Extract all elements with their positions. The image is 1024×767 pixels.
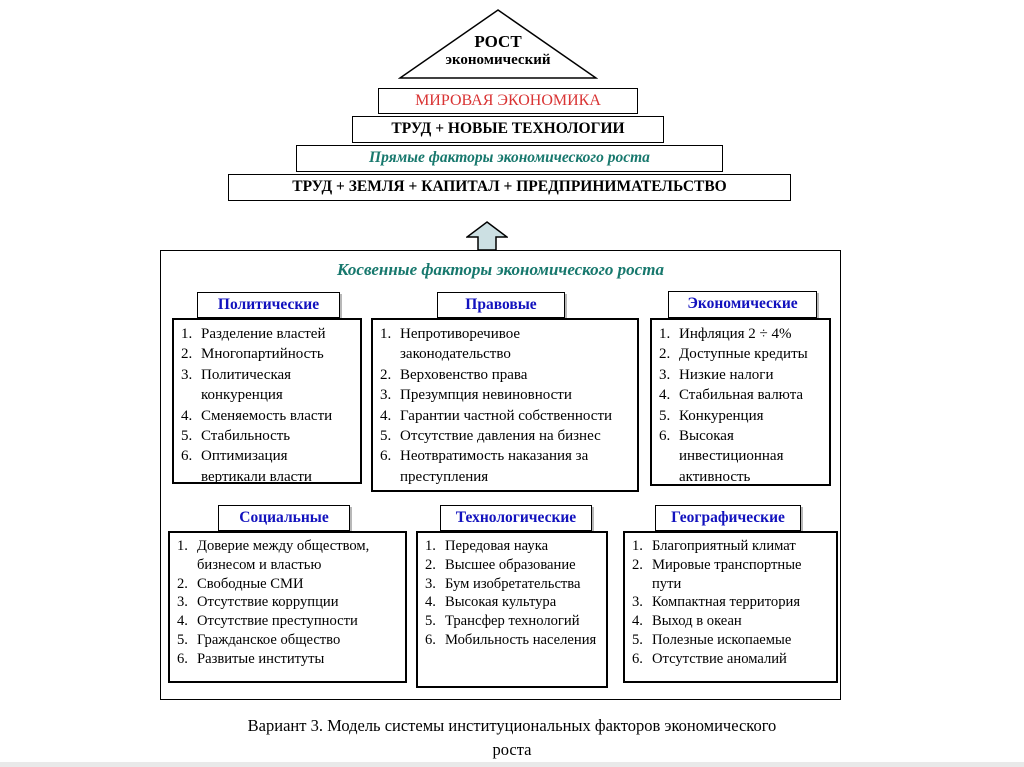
figure-caption-line1: Вариант 3. Модель системы институциональных факторов экономического <box>247 716 777 735</box>
list-item: Конкуренция <box>679 407 764 424</box>
list-item: Политическая конкуренция <box>201 366 292 404</box>
list-item: Оптимизация вертикали власти <box>201 448 312 485</box>
list-item: Бум изобретательства <box>445 575 581 592</box>
list-item: Разделение властей <box>201 326 326 342</box>
list-item: Мировые транспортные пути <box>652 556 802 592</box>
category-header-technological: Технологические <box>440 505 592 531</box>
list-item: Трансфер технологий <box>445 613 580 630</box>
category-header-political: Политические <box>197 292 340 318</box>
category-list-legal <box>371 318 639 492</box>
list-item: Отсутствие коррупции <box>197 594 339 611</box>
list-item: Передовая наука <box>445 538 549 554</box>
category-list-political <box>172 318 362 484</box>
list-item: Стабильная валюта <box>679 387 804 404</box>
list-item: Низкие налоги <box>679 366 774 383</box>
list-item: Высшее образование <box>445 556 576 573</box>
list-item: Сменяемость власти <box>201 407 333 424</box>
category-list-economic <box>650 318 831 486</box>
up-arrow-icon <box>466 221 508 251</box>
bottom-edge-strip <box>0 762 1024 767</box>
list-item: Развитые институты <box>197 650 325 667</box>
pyramid-level-world-economy: МИРОВАЯ ЭКОНОМИКА <box>378 88 638 114</box>
list-item: Благоприятный климат <box>652 538 796 554</box>
figure-caption-line2: роста <box>492 739 532 759</box>
list-item: Отсутствие аномалий <box>652 650 787 667</box>
list-item: Отсутствие давления на бизнес <box>400 427 601 444</box>
figure-caption <box>0 714 1024 762</box>
list-item: Высокая культура <box>445 594 557 611</box>
category-header-economic: Экономические <box>668 291 817 318</box>
indirect-factors-title: Косвенные факторы экономического роста <box>337 260 664 279</box>
list-item: Отсутствие преступности <box>197 613 358 630</box>
category-list-social <box>168 531 407 683</box>
category-header-legal: Правовые <box>437 292 565 318</box>
pyramid-level-labor-new-tech: ТРУД + НОВЫЕ ТЕХНОЛОГИИ <box>352 116 664 143</box>
pyramid-apex <box>398 8 598 80</box>
list-item: Гарантии частной собственности <box>400 407 613 424</box>
list-item: Компактная территория <box>652 594 801 611</box>
apex-text <box>398 8 598 80</box>
list-item: Инфляция 2 ÷ 4% <box>679 326 792 342</box>
list-item: Доступные кредиты <box>679 346 808 363</box>
list-item: Верховенство права <box>400 366 528 383</box>
list-item: Доверие между обществом, бизнесом и властью <box>197 538 370 573</box>
list-item: Гражданское общество <box>197 632 341 649</box>
list-item: Презумпция невиновности <box>400 387 572 404</box>
category-list-technological <box>416 531 608 688</box>
list-item: Стабильность <box>201 427 291 444</box>
pyramid-level-direct-factors: Прямые факторы экономического роста <box>296 145 723 172</box>
category-header-geographical: Географические <box>655 505 801 531</box>
list-item: Выход в океан <box>652 613 742 630</box>
apex-title: РОСТ <box>474 32 522 51</box>
list-item: Непротиворечивое законодательство <box>400 326 521 363</box>
list-item: Мобильность населения <box>445 632 597 649</box>
list-item: Свободные СМИ <box>197 575 304 592</box>
list-item: Многопартийность <box>201 346 324 363</box>
category-header-social: Социальные <box>218 505 350 531</box>
apex-subtitle: экономический <box>445 52 551 68</box>
list-item: Полезные ископаемые <box>652 632 792 649</box>
list-item: Высокая инвестиционная активность <box>679 427 784 485</box>
pyramid-level-base-factors: ТРУД + ЗЕМЛЯ + КАПИТАЛ + ПРЕДПРИНИМАТЕЛЬСТВО <box>228 174 791 201</box>
category-list-geographical <box>623 531 838 683</box>
list-item: Неотвратимость наказания за преступления <box>400 448 589 485</box>
